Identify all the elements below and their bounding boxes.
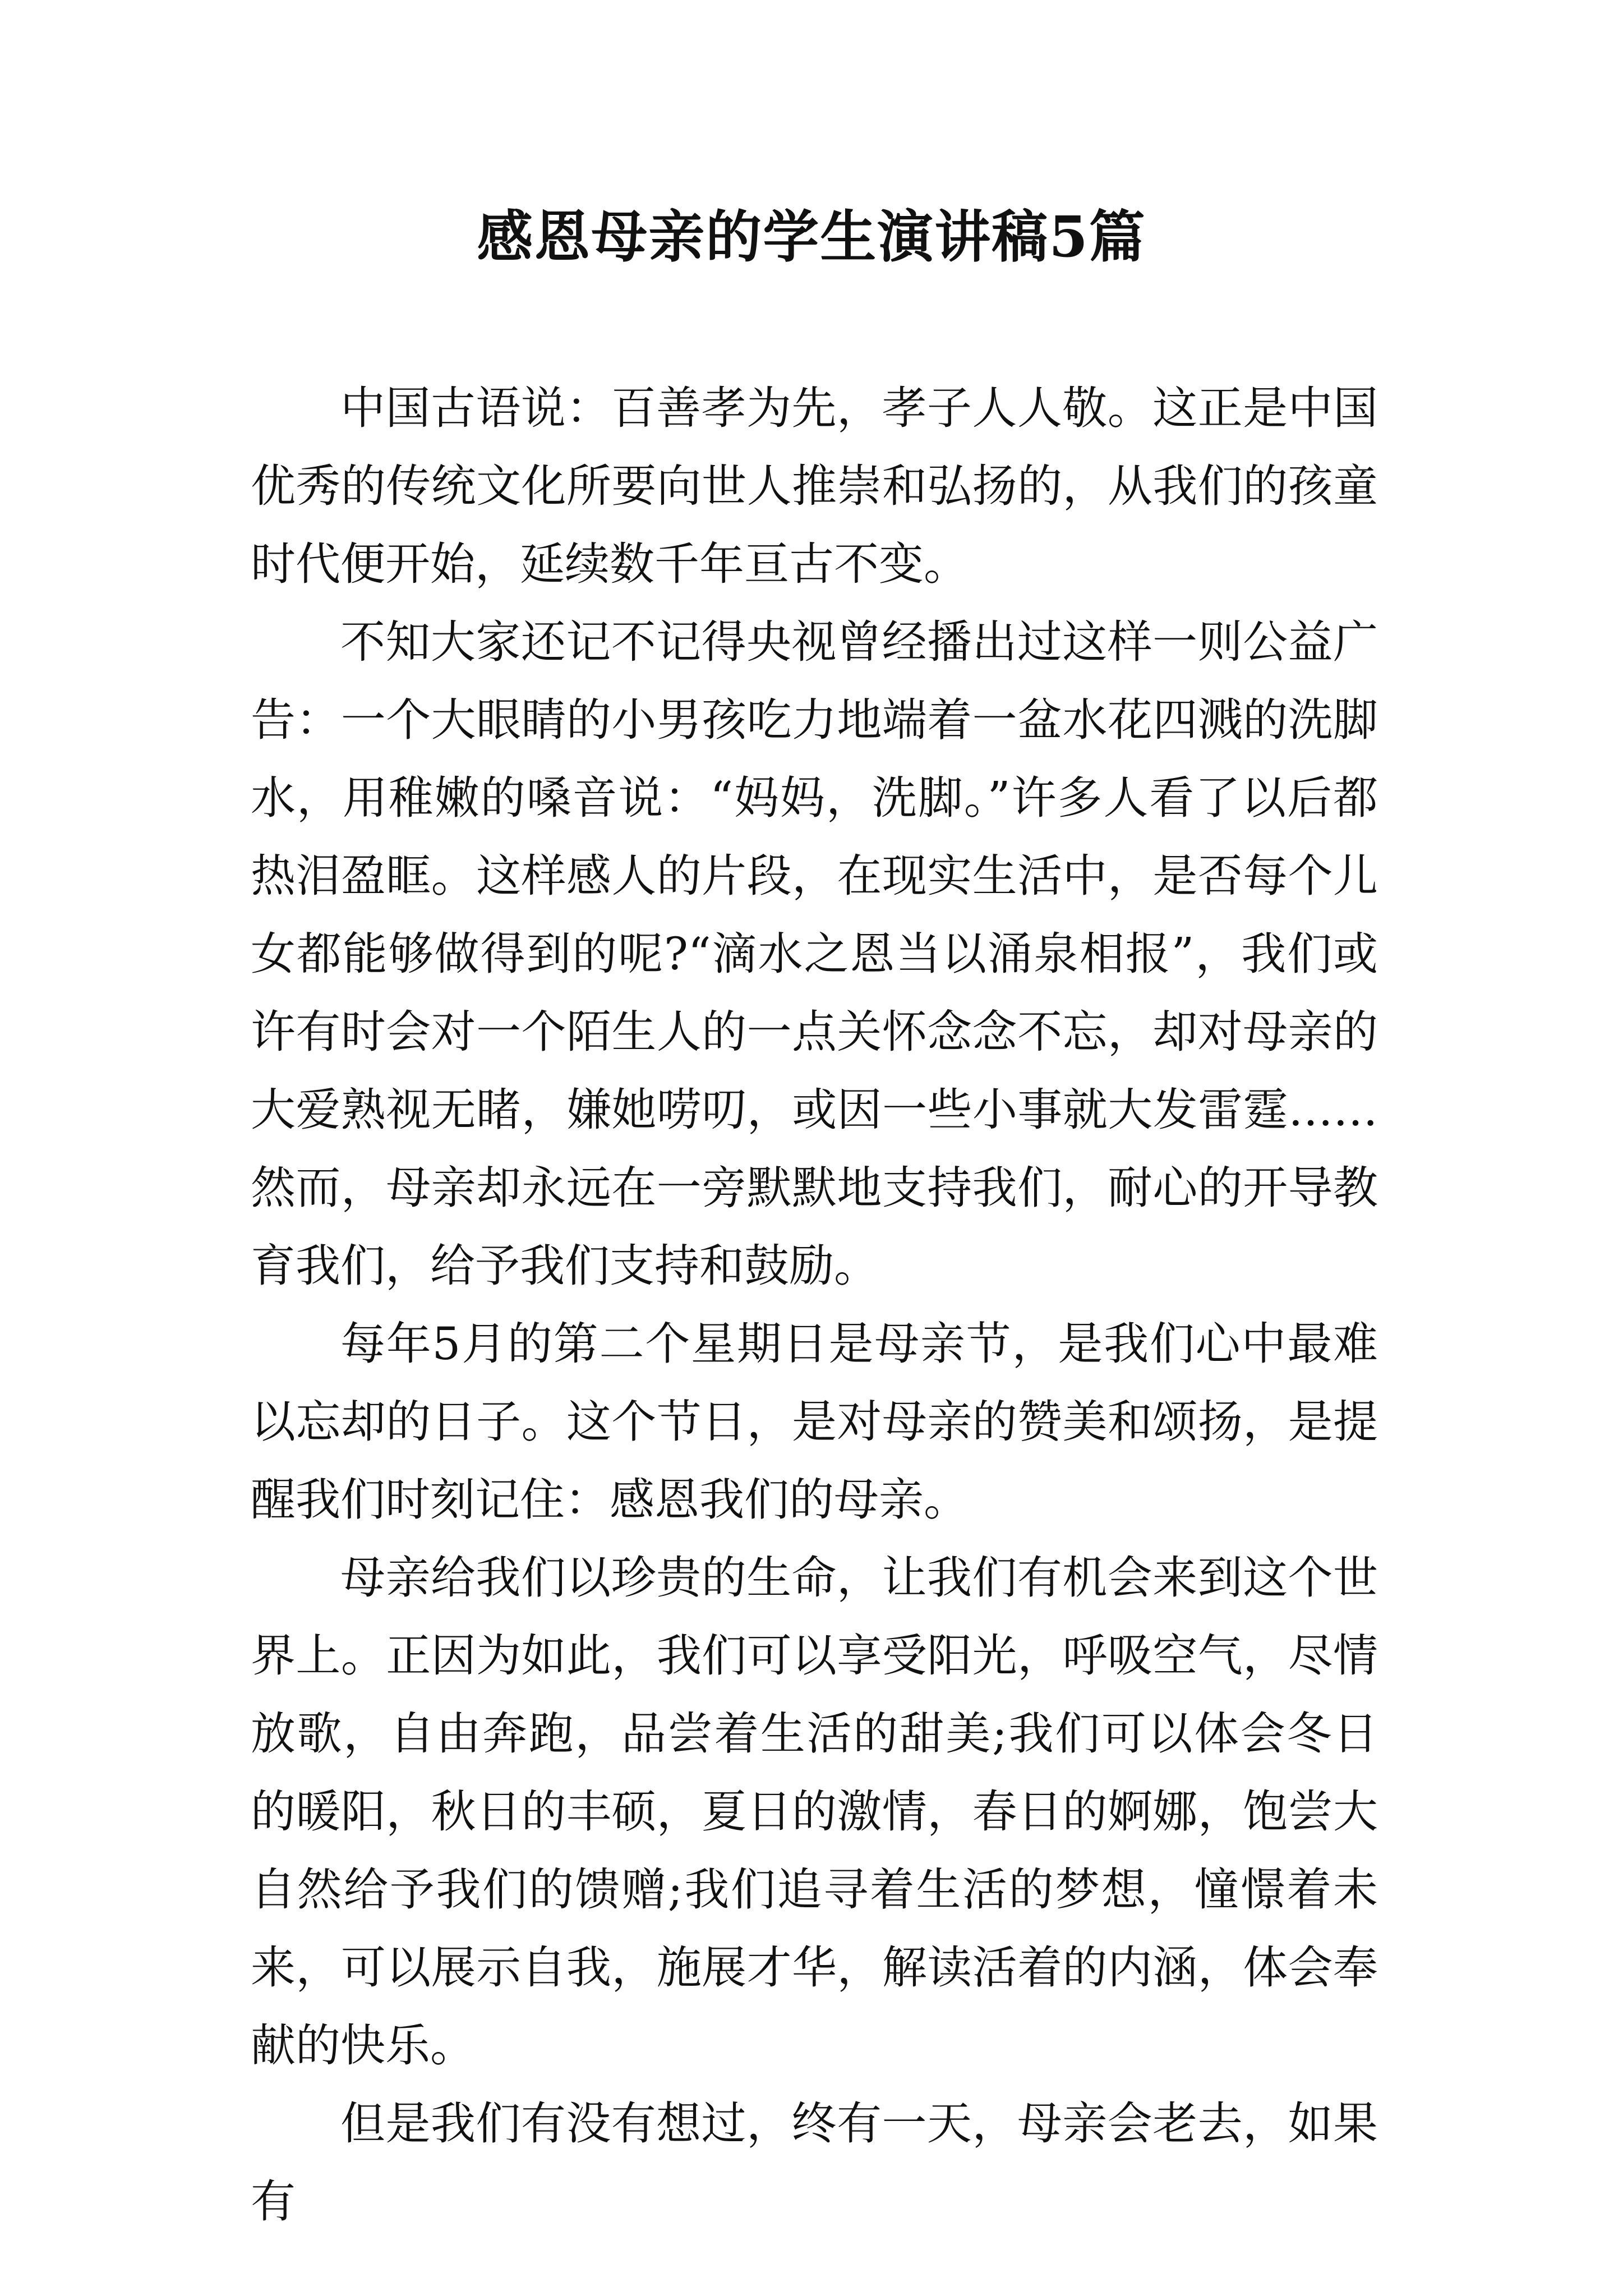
paragraph-4: 母亲给我们以珍贵的生命，让我们有机会来到这个世界上。正因为如此，我们可以享受阳光，呼吸空气，尽情放歌，自由奔跑，品尝着生活的甜美;我们可以体会冬日的暖阳，秋日的丰硕，夏日的激情，春日的婀娜，饱尝大自然给予我们的馈赠;我们追寻着生活的梦想，憧憬着未来，可以展示自我，施展才华，解读活着的内涵，体会奉献的快乐。 <box>251 1552 1378 2072</box>
paragraph-2: 不知大家还记不记得央视曾经播出过这样一则公益广告：一个大眼睛的小男孩吃力地端着一盆水花四溅的洗脚水，用稚嫩的嗓音说：“妈妈，洗脚。”许多人看了以后都热泪盈眶。这样感人的片段，在现实生活中，是否每个儿女都能够做得到的呢?“滴水之恩当以涌泉相报”，我们或许有时会对一个陌生人的一点关怀念念不忘，却对母亲的大爱熟视无睹，嫌她唠叨，或因一些小事就大发雷霆……然而，母亲却永远在一旁默默地支持我们，耐心的开导教育我们，给予我们支持和鼓励。 <box>251 616 1378 1292</box>
paragraph-3: 每年5月的第二个星期日是母亲节，是我们心中最难以忘却的日子。这个节日，是对母亲的赞美和颂扬，是提醒我们时刻记住：感恩我们的母亲。 <box>251 1318 1378 1526</box>
document-title: 感恩母亲的学生演讲稿5篇 <box>477 204 1146 270</box>
paragraph-1: 中国古语说：百善孝为先，孝子人人敬。这正是中国优秀的传统文化所要向世人推崇和弘扬的，从我们的孩童时代便开始，延续数千年亘古不变。 <box>251 382 1378 590</box>
document-body <box>251 369 1378 2240</box>
paragraph-5: 但是我们有没有想过，终有一天，母亲会老去，如果有 <box>251 2097 1378 2228</box>
